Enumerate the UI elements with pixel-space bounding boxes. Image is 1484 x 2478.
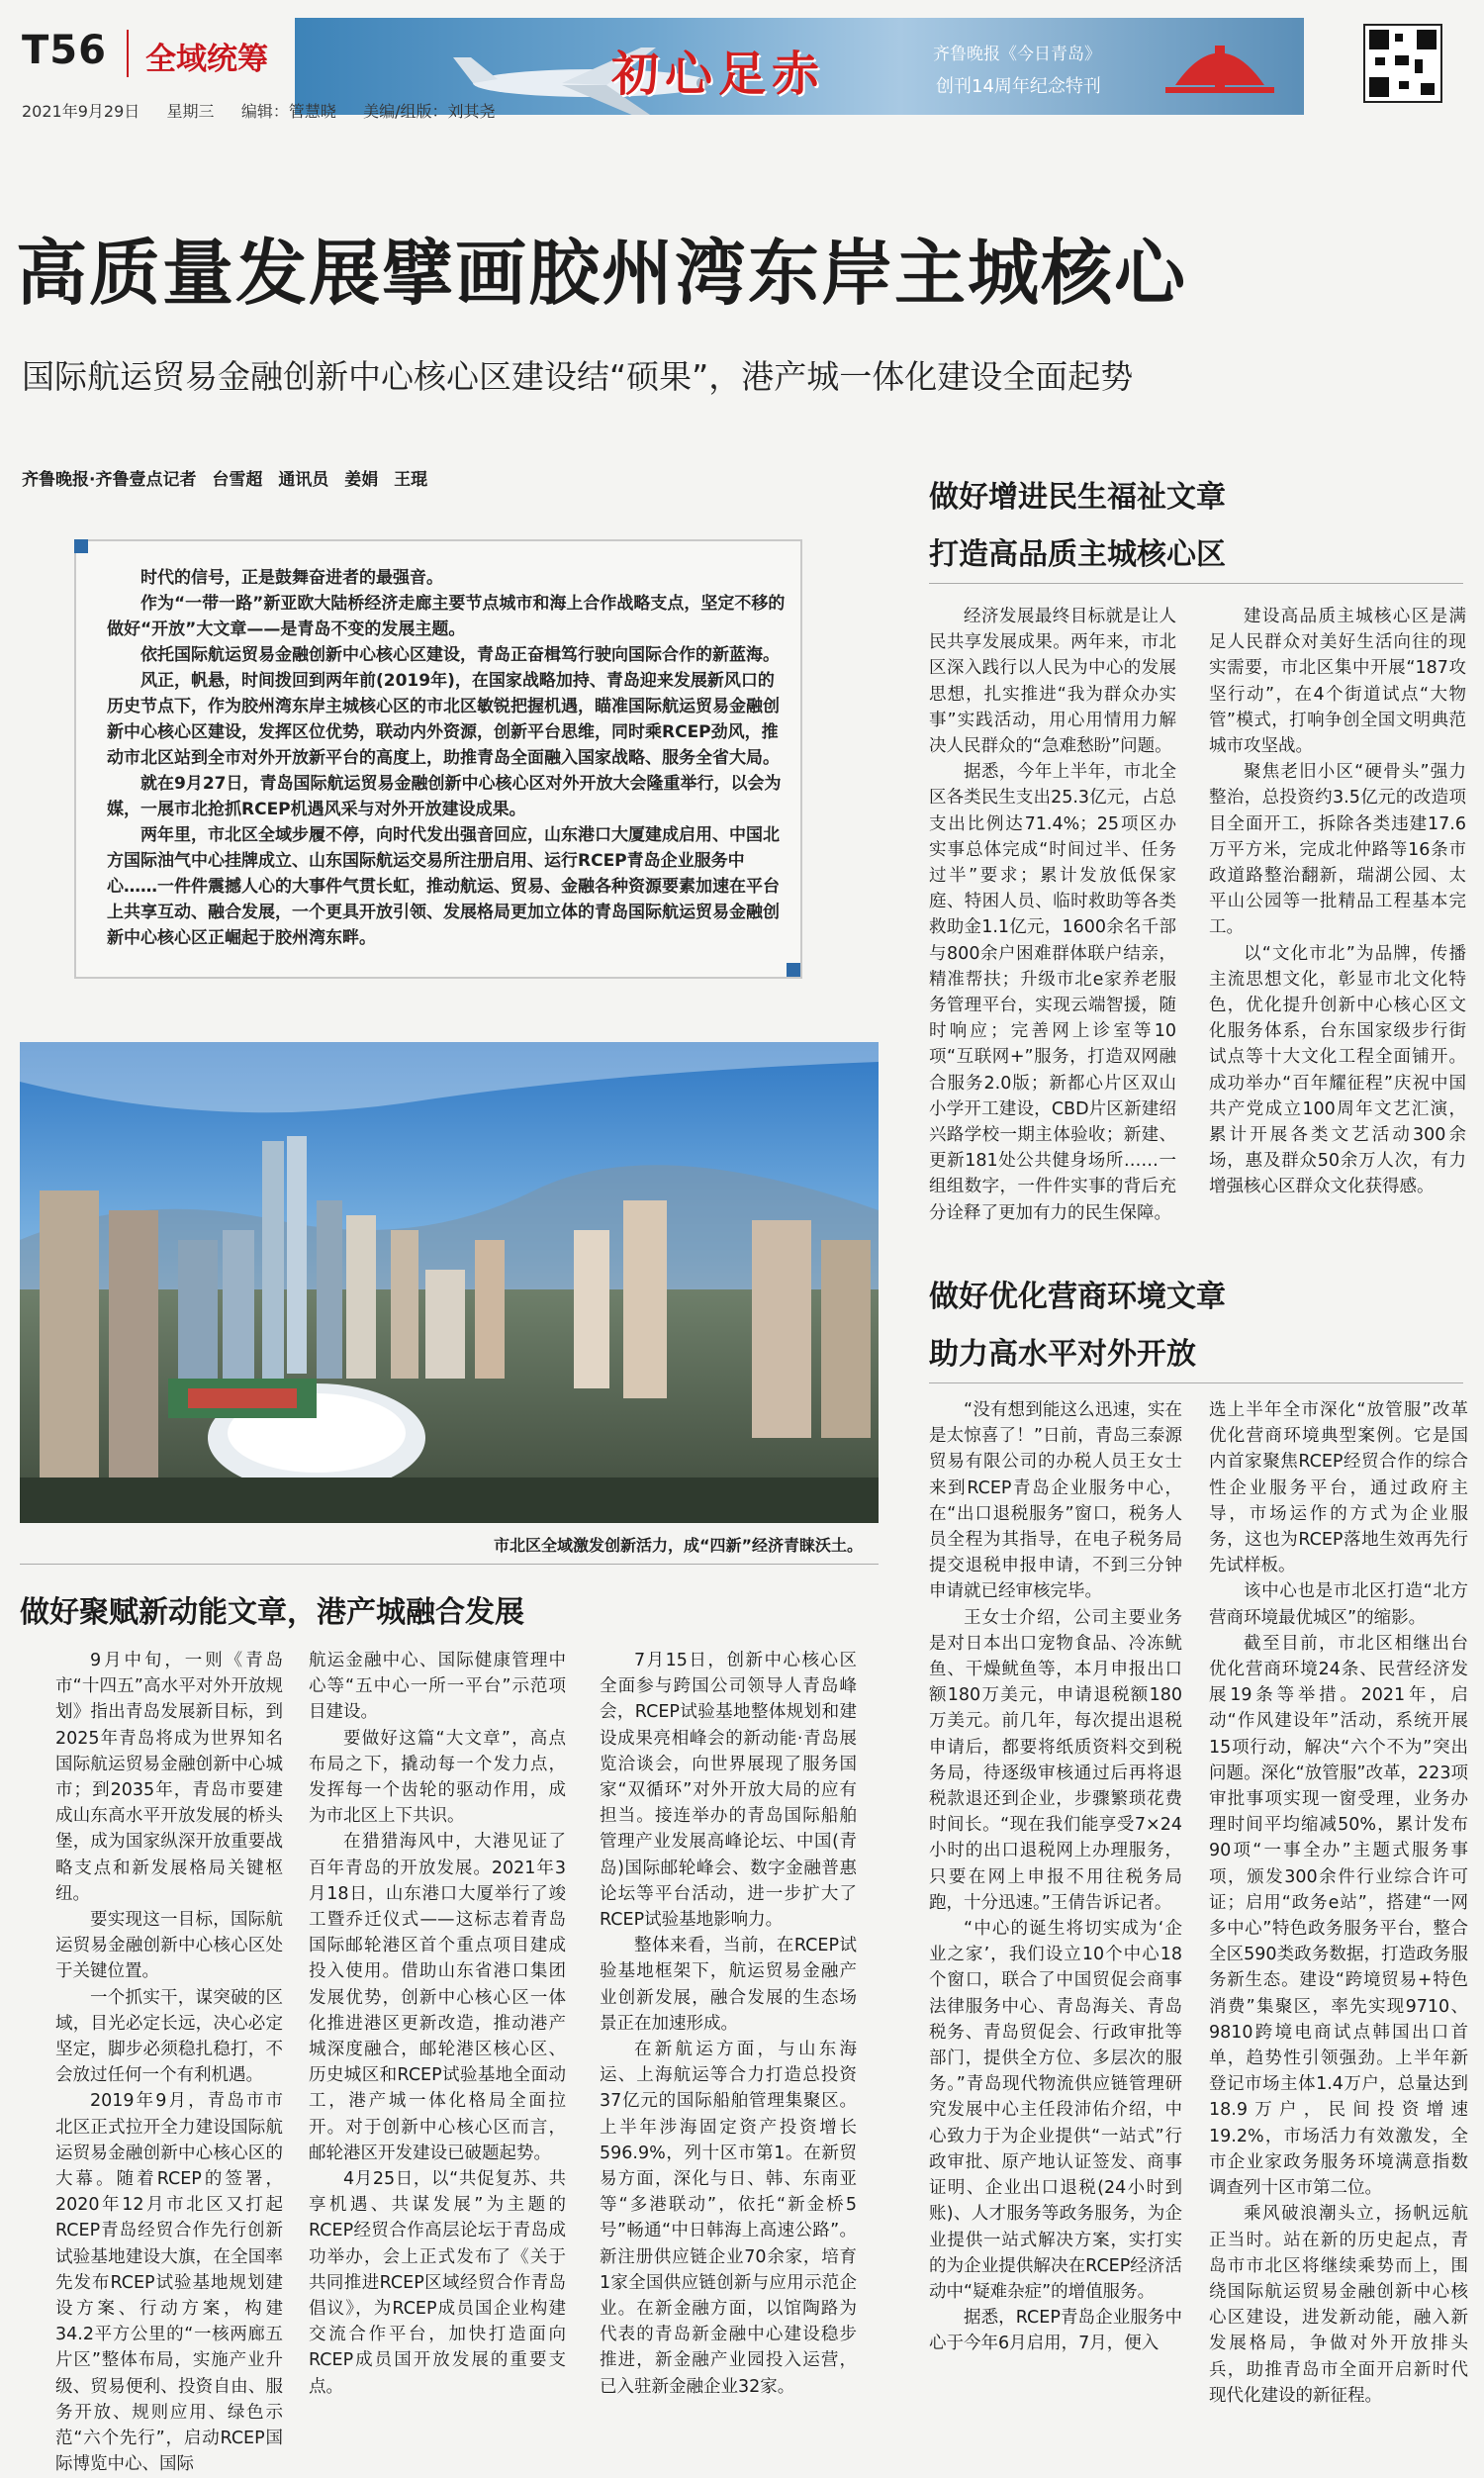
right-bottom-col-1	[929, 1397, 1182, 2357]
intro-corner	[74, 539, 88, 553]
paragraph: 航运金融中心、国际健康管理中心等“五中心一所一平台”示范项目建设。	[309, 1651, 566, 1723]
paragraph: 王女士介绍，公司主要业务是对日本出口宠物食品、冷冻鱿鱼、干燥鱿鱼等，本月申报出口额180万美元，申请退税额180万美元。前几年，每次提出退税申请后，都要将纸质资料交到税务局，待逐级审核通过后再将退税款退还到企业，步骤繁琐花费时间长。“现在我们能享受7×24小时的出口退税网上办理服务，只要在网上申报不用往税务局跑，十分迅速。”王倩告诉记者。	[929, 1607, 1182, 1913]
left-col-1	[55, 1648, 283, 2478]
byline-label: 通讯员	[278, 470, 329, 490]
left-col-2	[309, 1648, 566, 2400]
intro-text	[107, 565, 789, 951]
subheadline: 国际航运贸易金融创新中心核心区建设结“硕果”，港产城一体化建设全面起势	[22, 357, 1134, 396]
paragraph: 要做好这篇“大文章”，高点布局之下，撬动每一个发力点，发挥每一个齿轮的驱动作用，成为市北区上下共识。	[309, 1728, 566, 1827]
banner-newspaper: 齐鲁晚报《今日青岛》	[933, 45, 1101, 64]
byline-correspondent: 姜娟	[344, 470, 379, 490]
section-title: 助力高水平对外开放	[929, 1337, 1196, 1372]
weekday: 星期三	[166, 102, 215, 121]
paragraph: 乘风破浪潮头立，扬帆远航正当时。站在新的历史起点，青岛市市北区将继续乘势而上，围绕国际航运贸易金融创新中心核心区建设，进发新动能，融入新发展格局，争做对外开放排头兵，助推青岛市全面开启新时代现代化建设的新征程。	[1209, 2204, 1468, 2406]
paragraph: 7月15日，创新中心核心区全面参与跨国公司领导人青岛峰会，RCEP试验基地整体规划和建设成果亮相峰会的新动能·青岛展览洽谈会，向世界展现了服务国家“双循环”对外开放大局的应有担当。接连举办的青岛国际船舶管理产业发展高峰论坛、中国(青岛)国际邮轮峰会、数字金融普惠论坛等平台活动，进一步扩大了RCEP试验基地影响力。	[600, 1651, 857, 1931]
qr-code-icon	[1363, 24, 1442, 103]
intro-paragraph: 就在9月27日，青岛国际航运贸易金融创新中心核心区对外开放大会隆重举行，以会为媒，一展市北抢抓RCEP机遇风采与对外开放建设成果。	[107, 774, 782, 819]
building-emblem-icon	[1146, 26, 1294, 110]
section-rule	[929, 583, 1463, 584]
intro-paragraph: 时代的信号，正是鼓舞奋进者的最强音。	[140, 568, 443, 588]
page-number: T56	[22, 28, 107, 73]
paragraph: 9月中旬，一则《青岛市“十四五”高水平对外开放规划》指出青岛发展新目标，到2025年青岛将成为世界知名国际航运贸易金融创新中心城市；到2035年，青岛市要建成山东高水平开放发展的桥头堡，成为国家纵深开放重要战略支点和新发展格局关键枢纽。	[55, 1651, 283, 1904]
paragraph: “没有想到能这么迅速，实在是太惊喜了！”日前，青岛三泰源贸易有限公司的办税人员王女士来到RCEP青岛企业服务中心，在“出口退税服务”窗口，税务人员全程为其指导，在电子税务局提交退税申报申请，不到三分钟申请就已经审核完毕。	[929, 1400, 1182, 1602]
paragraph: “中心的诞生将切实成为‘企业之家’，我们设立10个中心18个窗口，联合了中国贸促会商事法律服务中心、青岛海关、青岛税务、青岛贸促会、行政审批等部门，提供全方位、多层次的服务。”青岛现代物流供应链管理研究发展中心主任段沛佑介绍，中心致力于为企业提供“一站式”行政审批、原产地认证签发、商事证明、企业出口退税(24小时到账)、人才服务等政务服务，为企业提供一站式解决方案，实打实的为企业提供解决在RCEP经济活动中“疑难杂症”的增值服务。	[929, 1919, 1182, 2302]
intro-corner	[787, 963, 800, 977]
paragraph: 据悉，今年上半年，市北全区各类民生支出25.3亿元，占总支出比例达71.4%；25项区办实事总体完成“时间过半、任务过半”要求；累计发放低保家庭、特困人员、临时救助等各类救助金1.1亿元，1600余名千部与800余户困难群体联户结亲，精准帮扶；升级市北e家养老服务管理平台，实现云端智援，随时响应；完善网上诊室等10项“互联网+”服务，打造双网融合服务2.0版；新都心片区双山小学开工建设，CBD片区新建绍兴路学校一期主体验收；新建、更新181处公共健身场所……一组组数字，一件件实事的背后充分诠释了更加有力的民生保障。	[929, 762, 1176, 1223]
intro-paragraph: 依托国际航运贸易金融创新中心核心区建设，青岛正奋楫笃行驶向国际合作的新蓝海。	[140, 645, 780, 665]
byline	[22, 465, 427, 490]
left-col-3	[600, 1648, 857, 2400]
section-title: 做好增进民生福祉文章	[929, 480, 1226, 515]
paragraph: 选上半年全市深化“放管服”改革优化营商环境典型案例。它是国内首家聚焦RCEP经贸合作的综合性企业服务平台，通过政府主导，市场运作的方式为企业服务，这也为RCEP落地生效再先行先试样板。	[1209, 1400, 1468, 1576]
paragraph: 以“文化市北”为品牌，传播主流思想文化，彰显市北文化特色，优化提升创新中心核心区文化服务体系，台东国家级步行街试点等十大文化工程全面铺开。成功举办“百年耀征程”庆祝中国共产党成立100周年文艺汇演，累计开展各类文艺活动300余场，惠及群众50余万人次，有力增强核心区群众文化获得感。	[1209, 943, 1466, 1197]
date: 2021年9月29日	[22, 102, 140, 121]
paragraph: 在新航运方面，与山东海运、上海航运等合力打造总投资37亿元的国际船舶管理集聚区。上半年涉海固定资产投资增长596.9%，列十区市第1。在新贸易方面，深化与日、韩、东南亚等“多港联动”，依托“新金桥5号”畅通“中日韩海上高速公路”。新注册供应链企业70余家，培育1家全国供应链创新与应用示范企业。在新金融方面，以馆陶路为代表的青岛新金融中心建设稳步推进，新金融产业园投入运营，已入驻新金融企业32家。	[600, 2040, 857, 2397]
paragraph: 一个抓实干，谋突破的区域，目光必定长远，决心必定坚定，脚步必须稳扎稳打，不会放过任何一个有利机遇。	[55, 1987, 283, 2086]
paragraph: 要实现这一目标，国际航运贸易金融创新中心核心区处于关键位置。	[55, 1910, 283, 1982]
photo-caption: 市北区全域激发创新活力，成“四新”经济青睐沃土。	[494, 1536, 864, 1555]
section-rule	[20, 1564, 879, 1565]
byline-outlet: 齐鲁晚报·齐鲁壹点记者	[22, 470, 197, 490]
editor: 编辑：管慧晓	[240, 102, 336, 121]
dateline	[22, 99, 496, 122]
paragraph: 在猎猎海风中，大港见证了百年青岛的开放发展。2021年3月18日，山东港口大厦举行了竣工暨乔迁仪式——这标志着青岛国际邮轮港区首个重点项目建成投入使用。借助山东省港口集团发展优势，创新中心核心区一体化推进港区更新改造，推动港产城深度融合，邮轮港区核心区、历史城区和RCEP试验基地全面动工，港产城一体化格局全面拉开。对于创新中心核心区而言，邮轮港区开发建设已破题起势。	[309, 1832, 566, 2163]
right-bottom-col-2	[1209, 1397, 1468, 2409]
masthead-divider	[127, 30, 129, 77]
paragraph: 据悉，RCEP青岛企业服务中心于今年6月启用，7月，便入	[929, 2308, 1182, 2354]
right-top-col-1	[929, 604, 1176, 1226]
banner-title: 初心足赤	[611, 47, 826, 102]
section-title: 做好优化营商环境文章	[929, 1280, 1226, 1314]
paragraph: 4月25日，以“共促复苏、共享机遇、共谋发展”为主题的RCEP经贸合作高层论坛于青岛成功举办，会上正式发布了《关于共同推进RCEP区域经贸合作青岛倡议》，为RCEP成员国企业构建交流合作平台，加快打造面向RCEP成员国开放发展的重要支点。	[309, 2169, 566, 2397]
paragraph: 截至目前，市北区相继出台优化营商环境24条、民营经济发展19条等举措。2021年，启动“作风建设年”活动，系统开展15项行动，解决“六个不为”突出问题。深化“放管服”改革，223项审批事项实现一窗受理，业务办理时间平均缩减50%，累计发布90项“一事全办”主题式服务事项，颁发300余件行业综合许可证；启用“政务e站”，搭建“一网多中心”特色政务服务平台，整合全区590类政务数据，打造政务服务新生态。建设“跨境贸易+特色消费”集聚区，率先实现9710、9810跨境电商试点韩国出口首单，趋势性引领强劲。上半年新登记市场主体1.4万户，总量达到18.9万户，民间投资增速19.2%，市场活力有效激发，全市企业家政务服务环境满意指数调查列十区市第二位。	[1209, 1633, 1468, 2199]
headline: 高质量发展擘画胶州湾东岸主城核心	[16, 232, 1188, 315]
section-rule	[929, 1382, 1463, 1383]
section-title: 做好聚赋新动能文章，港产城融合发展	[20, 1595, 524, 1630]
designer: 美编/组版：刘其尧	[363, 102, 496, 121]
paragraph: 聚焦老旧小区“硬骨头”强力整治，总投资约3.5亿元的改造项目全面开工，拆除各类违建17.6万平方米，完成北仲路等16条市政道路整治翻新，瑞湖公园、太平山公园等一批精品工程基本完工。	[1209, 762, 1466, 938]
byline-correspondent: 王琨	[394, 470, 428, 490]
intro-paragraph: 作为“一带一路”新亚欧大陆桥经济走廊主要节点城市和海上合作战略支点，坚定不移的做好“开放”大文章——是青岛不变的发展主题。	[107, 594, 786, 639]
byline-reporter: 台雪超	[212, 470, 263, 490]
paragraph: 经济发展最终目标就是让人民共享发展成果。两年来，市北区深入践行以人民为中心的发展思想，扎实推进“我为群众办实事”实践活动，用心用情用力解决人民群众的“急难愁盼”问题。	[929, 607, 1176, 757]
city-photo	[20, 1042, 879, 1523]
section-title: 打造高品质主城核心区	[929, 537, 1226, 572]
intro-paragraph: 风正，帆悬，时间拨回到两年前(2019年)，在国家战略加持、青岛迎来发展新风口的历史节点下，作为胶州湾东岸主城核心区的市北区敏锐把握机遇，瞄准国际航运贸易金融创新中心核心区建设，发挥区位优势，联动内外资源，创新平台思维，同时乘RCEP劲风，推动市北区站到全市对外开放新平台的高度上，助推青岛全面融入国家战略、服务全省大局。	[107, 671, 780, 768]
paragraph: 整体来看，当前，在RCEP试验基地框架下，航运贸易金融产业创新发展，融合发展的生态场景正在加速形成。	[600, 1936, 857, 2034]
paragraph: 建设高品质主城核心区是满足人民群众对美好生活向往的现实需要，市北区集中开展“187攻坚行动”，在4个街道试点“大物管”模式，打响争创全国文明典范城市攻坚战。	[1209, 607, 1466, 757]
right-top-col-2	[1209, 604, 1466, 1200]
section-name: 全域统筹	[145, 42, 268, 77]
paragraph: 2019年9月，青岛市市北区正式拉开全力建设国际航运贸易金融创新中心核心区的大幕。随着RCEP的签署，2020年12月市北区又打起RCEP青岛经贸合作先行创新试验基地建设大旗，在全国率先发布RCEP试验基地规划建设方案、行动方案，构建34.2平方公里的“一核两廊五片区”整体布局，实施产业升级、贸易便利、投资自由、服务开放、规则应用、绿色示范“六个先行”，启动RCEP国际博览中心、国际	[55, 2091, 283, 2475]
intro-paragraph: 两年里，市北区全域步履不停，向时代发出强音回应，山东港口大厦建成启用、中国北方国际油气中心挂牌成立、山东国际航运交易所注册启用、运行RCEP青岛企业服务中心……一件件震撼人心的大事件气贯长虹，推动航运、贸易、金融各种资源要素加速在平台上共享互动、融合发展，一个更具开放引领、发展格局更加立体的青岛国际航运贸易金融创新中心核心区正崛起于胶州湾东畔。	[107, 825, 780, 948]
banner-anniversary: 创刊14周年纪念特刊	[936, 76, 1101, 97]
paragraph: 该中心也是市北区打造“北方营商环境最优城区”的缩影。	[1209, 1581, 1468, 1628]
